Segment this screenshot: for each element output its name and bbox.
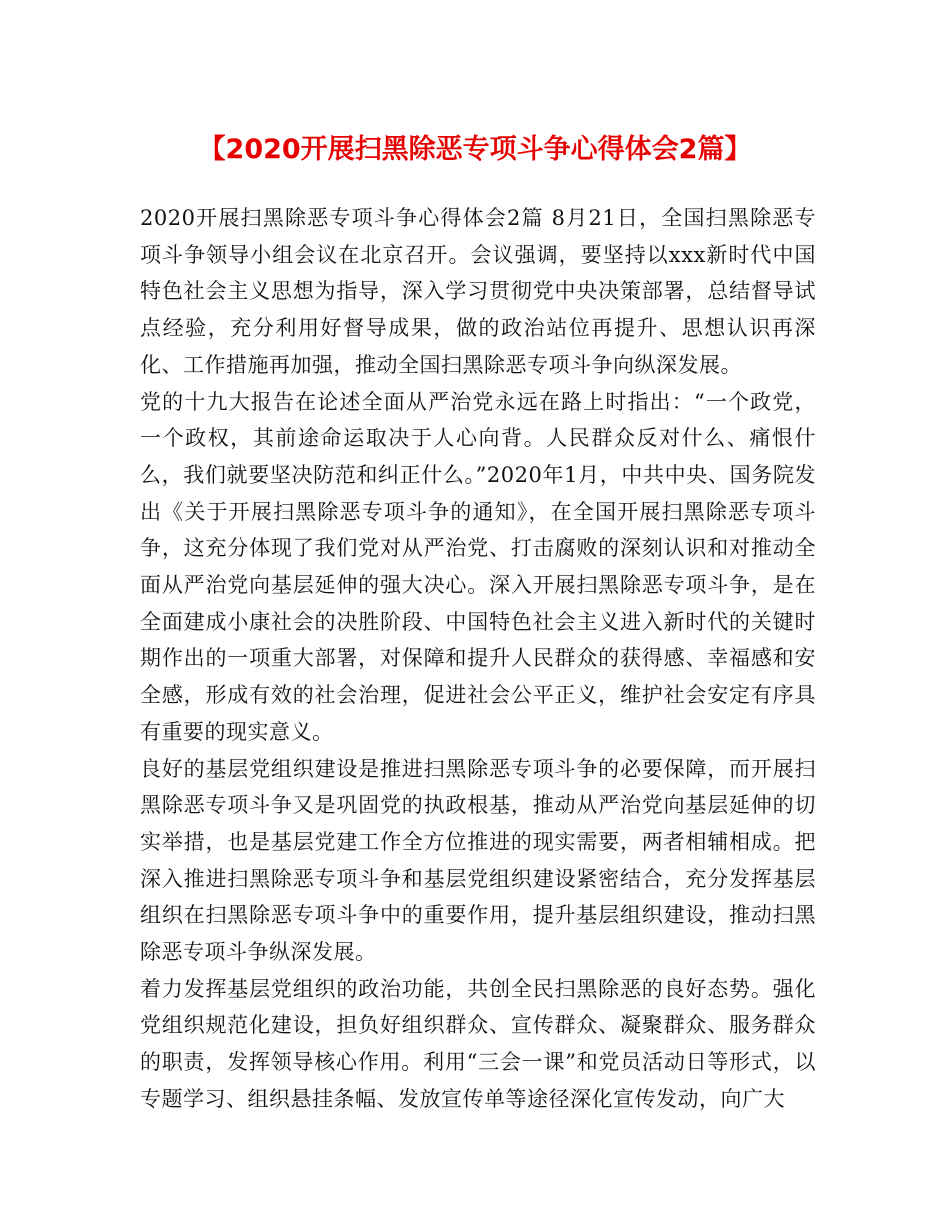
paragraph-3: 良好的基层党组织建设是推进扫黑除恶专项斗争的必要保障，而开展扫黑除恶专项斗争又是巩固党的执政根基，推动从严治党向基层延伸的切实举措，也是基层党建工作全方位推进的现实需要，两者相辅相成。把深入推进扫黑除恶专项斗争和基层党组织建设紧密结合，充分发挥基层组织在扫黑除恶专项斗争中的重要作用，提升基层组织建设，推动扫黑除恶专项斗争纵深发展。	[140, 756, 816, 965]
paragraph-1: 2020开展扫黑除恶专项斗争心得体会2篇 8月21日，全国扫黑除恶专项斗争领导小组会议在北京召开。会议强调，要坚持以xxx新时代中国特色社会主义思想为指导，深入学习贯彻党中央决策部署，总结督导试点经验，充分利用好督导成果，做的政治站位再提升、思想认识再深化、工作措施再加强，推动全国扫黑除恶专项斗争向纵深发展。	[140, 206, 816, 377]
document-title: 【2020开展扫黑除恶专项斗争心得体会2篇】	[198, 134, 752, 165]
document-body	[140, 200, 816, 1118]
paragraph-2: 党的十九大报告在论述全面从严治党永远在路上时指出：“一个政党，一个政权，其前途命运取决于人心向背。人民群众反对什么、痛恨什么，我们就要坚决防范和纠正什么。”2020年1月，中共中央、国务院发出《关于开展扫黑除恶专项斗争的通知》，在全国开展扫黑除恶专项斗争，这充分体现了我们党对从严治党、打击腐败的深刻认识和对推动全面从严治党向基层延伸的强大决心。深入开展扫黑除恶专项斗争，是在全面建成小康社会的决胜阶段、中国特色社会主义进入新时代的关键时期作出的一项重大部署，对保障和提升人民群众的获得感、幸福感和安全感，形成有效的社会治理，促进社会公平正义，维护社会安定有序具有重要的现实意义。	[140, 389, 816, 744]
paragraph-4: 着力发挥基层党组织的政治功能，共创全民扫黑除恶的良好态势。强化党组织规范化建设，担负好组织群众、宣传群众、凝聚群众、服务群众的职责，发挥领导核心作用。利用“三会一课”和党员活动日等形式，以专题学习、组织悬挂条幅、发放宣传单等途径深化宣传发动，向广大	[140, 976, 816, 1111]
